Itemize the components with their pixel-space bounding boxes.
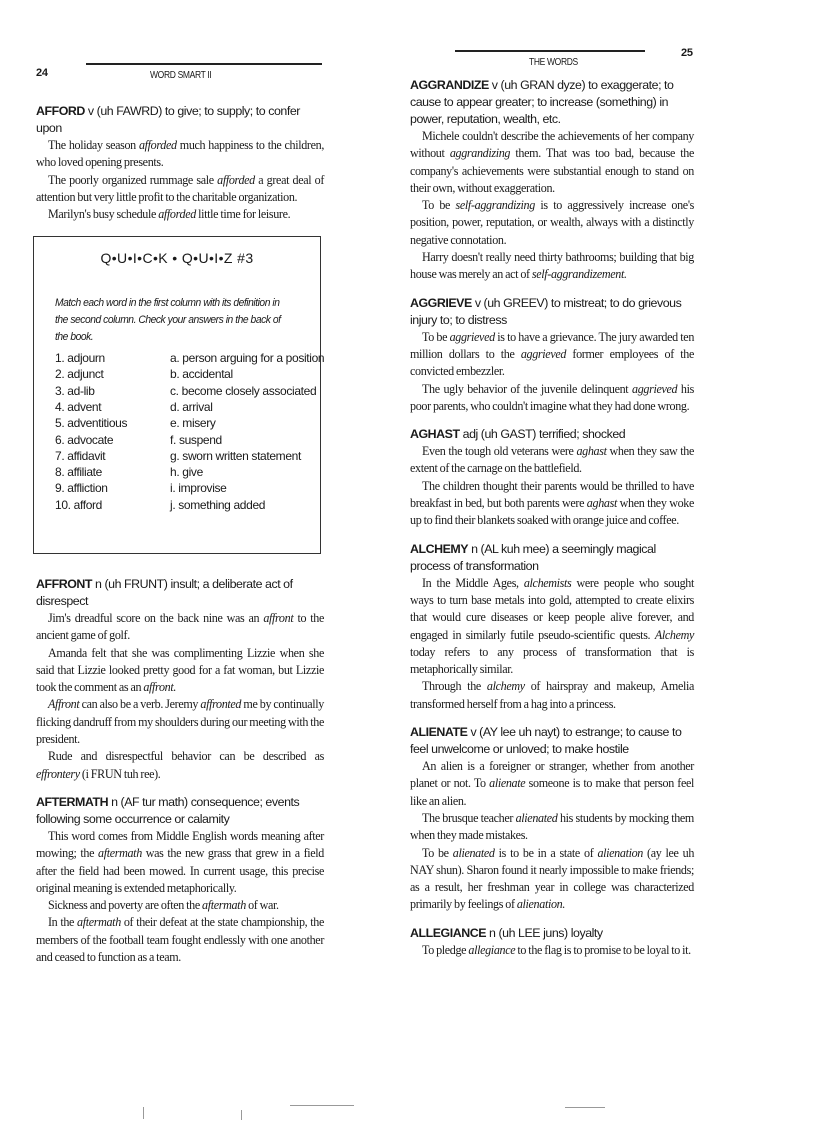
italic-term: alienation: [597, 845, 643, 860]
quiz-row: [55, 367, 233, 382]
quiz-instructions: Match each word in the first column with its definition in the second column. Check your answers in the back of the book.: [55, 297, 281, 343]
example-paragraph: Marilyn's busy schedule afforded little time for leisure.: [48, 207, 291, 222]
pronunciation: n (uh LEE juns): [489, 925, 568, 940]
italic-term: afforded: [217, 172, 255, 187]
example-paragraph: Rude and disrespectful behavior can be described as effrontery (i FRUN tuh ree).: [36, 749, 324, 781]
example-paragraph: Even the tough old veterans were aghast when they saw the extent of the carnage on the battlefield.: [410, 444, 694, 476]
right-running-head: THE WORDS: [529, 57, 578, 68]
definition: loyalty: [570, 925, 603, 940]
italic-term: alienation.: [516, 897, 566, 912]
quiz-definition: h. give: [170, 465, 203, 480]
scan-mark: [143, 1107, 144, 1119]
entry-body: [410, 758, 694, 914]
entry-aggrandize: [410, 77, 694, 284]
pronunciation: v (uh FAWRD): [87, 104, 162, 118]
entry-aghast: [410, 426, 694, 529]
headword: AGGRANDIZE: [410, 78, 489, 92]
headword: AGHAST: [410, 427, 460, 442]
italic-term: aggrieved: [520, 346, 567, 361]
entry-headword-line: [410, 925, 694, 942]
entry-body: [36, 610, 324, 783]
entry-body: [410, 942, 694, 959]
example-paragraph: The brusque teacher alienated his students by mocking them when they made mistakes.: [410, 810, 694, 843]
example-paragraph: Harry doesn't really need thirty bathrooms; building that big house was merely an act of self-aggrandizement.: [410, 250, 694, 282]
example-paragraph: In the Middle Ages, alchemists were people who sought ways to turn base metals into gold, attempted to create elixirs that would cure diseases or keep people alive forever, and engaged in similarly futile pseudo-scientific quests. Alchemy today refers to any process of transformation that is metaphorically similar.: [410, 575, 695, 677]
entry-headword-line: [36, 103, 324, 137]
entry-headword-line: [410, 724, 694, 758]
entry-headword-line: [36, 576, 324, 610]
example-paragraph: Affront can also be a verb. Jeremy affronted me by continually flicking dandruff from my shoulders during our meeting with the president.: [36, 697, 324, 747]
pronunciation: n (uh FRUNT): [95, 577, 168, 591]
italic-term: aghast: [576, 444, 607, 459]
italic-term: afforded: [158, 207, 196, 222]
quiz-definition: b. accidental: [170, 367, 233, 382]
example-paragraph: To be self-aggrandizing is to aggressively increase one's position, power, reputation, or wealth, always with a distinctly negative connotation.: [410, 198, 695, 247]
italic-term: aggrieved: [449, 329, 495, 344]
italic-term: aftermath: [202, 898, 246, 913]
quiz-word: 10. afford: [55, 497, 102, 512]
quiz-row: [55, 497, 266, 513]
italic-term: allegiance: [468, 942, 516, 957]
quiz-row: [55, 465, 203, 480]
left-running-head: WORD SMART II: [150, 70, 212, 81]
headword: ALCHEMY: [410, 541, 469, 556]
pronunciation: n (AF tur math): [111, 794, 188, 809]
headword: ALIENATE: [410, 725, 468, 740]
quiz-row: [55, 399, 213, 415]
quiz-word: 9. affliction: [55, 481, 108, 496]
example-paragraph: The ugly behavior of the juvenile delinquent aggrieved his poor parents, who couldn't imagine what they had done wrong.: [410, 381, 694, 413]
italic-term: affront.: [143, 680, 177, 695]
quiz-row: [55, 481, 227, 496]
entry-headword-line: [36, 794, 324, 828]
italic-term: Affront: [48, 697, 80, 712]
quiz-definition: e. misery: [170, 416, 216, 431]
definition: to give; to supply; to confer upon: [36, 104, 300, 135]
italic-term: alienate: [489, 776, 526, 791]
definition: consequence; events following some occurrence or calamity: [36, 794, 300, 826]
example-paragraph: The children thought their parents would be thrilled to have breakfast in bed, but both parents were aghast when they woke up to find their blankets soaked with orange juice and coffee.: [410, 478, 694, 528]
quiz-definition: d. arrival: [170, 399, 213, 414]
example-paragraph: To be aggrieved is to have a grievance. The jury awarded ten million dollars to the aggrieved former employees of the convicted embezzler.: [410, 329, 695, 379]
entry-body: [410, 329, 694, 415]
entry-body: [36, 137, 324, 223]
right-page-number: 25: [681, 47, 693, 59]
quiz-definition: g. sworn written statement: [170, 448, 301, 463]
definition: to exaggerate; to cause to appear greater; to increase (something) in power, reputation, wealth, etc.: [410, 78, 674, 126]
italic-term: affronted: [200, 697, 242, 712]
example-paragraph: Jim's dreadful score on the back nine was an affront to the ancient game of golf.: [36, 611, 324, 643]
quiz-word: 8. affiliate: [55, 465, 102, 480]
pronunciation: v (AY lee uh nayt): [470, 725, 560, 740]
entry-headword-line: [410, 295, 694, 329]
definition: a seemingly magical process of transformation: [410, 541, 656, 573]
entry-headword-line: [410, 541, 694, 575]
definition: to estrange; to cause to feel unwelcome or unloved; to make hostile: [410, 725, 682, 757]
italic-term: aghast: [586, 496, 617, 511]
definition: terrified; shocked: [538, 427, 626, 442]
quiz-row: [55, 351, 325, 366]
quiz-definition: j. something added: [170, 497, 266, 512]
italic-term: aftermath: [77, 915, 121, 930]
quiz-row: [55, 383, 317, 399]
pronunciation: n (AL kuh mee): [471, 541, 550, 556]
italic-term: aggrieved: [632, 381, 678, 396]
quiz-word: 4. advent: [55, 399, 102, 414]
right-column: [410, 77, 694, 970]
entry-body: [410, 443, 694, 529]
example-paragraph: Through the alchemy of hairspray and makeup, Amelia transformed herself from a hag into a princess.: [410, 679, 694, 711]
example-paragraph: The holiday season afforded much happiness to the children, who loved opening presents.: [36, 138, 324, 170]
example-paragraph: To be alienated is to be in a state of alienation (ay lee uh NAY shun). Sharon found it nearly impossible to make friends; as a result, her freshman year in college was characterized primarily by feelings of alienation.: [410, 845, 695, 912]
entry-alchemy: [410, 541, 694, 713]
quiz-definition: i. improvise: [170, 481, 227, 496]
italic-term: aftermath: [98, 846, 142, 861]
example-paragraph: This word comes from Middle English words meaning after mowing; the aftermath was the new grass that grew in a field after the field had been mowed. In current usage, this precise original meaning is extended metaphorically.: [36, 828, 325, 895]
right-header-rule: [455, 50, 645, 52]
entry-body: [410, 575, 694, 713]
left-column-bottom: [36, 576, 324, 977]
quiz-row: [55, 432, 222, 448]
scan-mark: [290, 1105, 354, 1106]
italic-term: afforded: [138, 138, 177, 152]
headword: AFFRONT: [36, 577, 93, 591]
headword: AGGRIEVE: [410, 295, 472, 310]
quiz-definition: a. person arguing for a position: [170, 351, 325, 365]
entry-aggrieve: [410, 295, 694, 415]
scan-mark: [565, 1107, 605, 1108]
entry-afford: [36, 103, 324, 223]
entry-allegiance: [410, 925, 694, 959]
italic-term: alienated: [515, 810, 558, 825]
quiz-word: 1. adjourn: [55, 351, 105, 365]
entry-alienate: [410, 724, 694, 914]
left-column-top: [36, 103, 324, 234]
scan-mark: [241, 1110, 242, 1120]
definition: to mistreat; to do grievous injury to; to distress: [410, 295, 682, 327]
quiz-title: Q•U•I•C•K • Q•U•I•Z #3: [100, 250, 254, 266]
pronunciation: v (uh GREEV): [474, 295, 548, 310]
headword: AFFORD: [36, 104, 85, 118]
italic-term: effrontery: [36, 766, 80, 781]
entry-body: [36, 828, 324, 966]
italic-term: Alchemy: [654, 627, 694, 642]
italic-term: aggrandizing: [449, 146, 511, 161]
left-header-rule: [86, 63, 322, 65]
example-paragraph: Michele couldn't describe the achievements of her company without aggrandizing them. That was too bad, because the company's achievements were substantial enough to stand on their own, without exaggeration.: [410, 129, 694, 195]
pronunciation: v (uh GRAN dyze): [491, 78, 586, 92]
example-paragraph: To pledge allegiance to the flag is to promise to be loyal to it.: [422, 942, 691, 957]
headword: ALLEGIANCE: [410, 925, 487, 940]
example-paragraph: Sickness and poverty are often the aftermath of war.: [48, 898, 279, 913]
quiz-row: [55, 448, 301, 464]
italic-term: alchemy: [486, 679, 525, 694]
definition: insult; a deliberate act of disrespect: [36, 577, 293, 608]
quiz-row: [55, 416, 216, 431]
example-paragraph: Amanda felt that she was complimenting Lizzie when she said that Lizzie looked pretty good for a fat woman, but Lizzie took the comment as an affront.: [36, 645, 324, 695]
quiz-word: 3. ad-lib: [55, 383, 95, 398]
example-paragraph: In the aftermath of their defeat at the state championship, the members of the football team fought endlessly with one another and ceased to function as a team.: [36, 915, 324, 965]
quick-quiz-box: [33, 236, 325, 554]
entry-body: [410, 128, 694, 284]
quiz-word: 6. advocate: [55, 432, 114, 447]
entry-headword-line: [410, 426, 694, 443]
quiz-definition: c. become closely associated: [170, 383, 317, 398]
example-paragraph: The poorly organized rummage sale afforded a great deal of attention but very little profit to the charitable organization.: [36, 172, 325, 204]
italic-term: affront: [263, 611, 294, 625]
example-paragraph: An alien is a foreigner or stranger, whether from another planet or not. To alienate someone is to make that person feel like an alien.: [410, 759, 695, 808]
italic-term: alienated: [452, 845, 495, 860]
quiz-word: 2. adjunct: [55, 367, 104, 382]
italic-term: self-aggrandizement.: [531, 267, 627, 282]
quiz-word: 7. affidavit: [55, 448, 106, 463]
left-page-number: 24: [36, 67, 48, 79]
entry-affront: [36, 576, 324, 783]
italic-term: alchemists: [523, 575, 572, 590]
entry-aftermath: [36, 794, 324, 966]
italic-term: self-aggrandizing: [455, 198, 535, 213]
quiz-word: 5. adventitious: [55, 416, 128, 431]
pronunciation: adj (uh GAST): [462, 427, 536, 442]
entry-headword-line: [410, 77, 694, 128]
headword: AFTERMATH: [36, 794, 109, 809]
quiz-definition: f. suspend: [170, 432, 222, 447]
